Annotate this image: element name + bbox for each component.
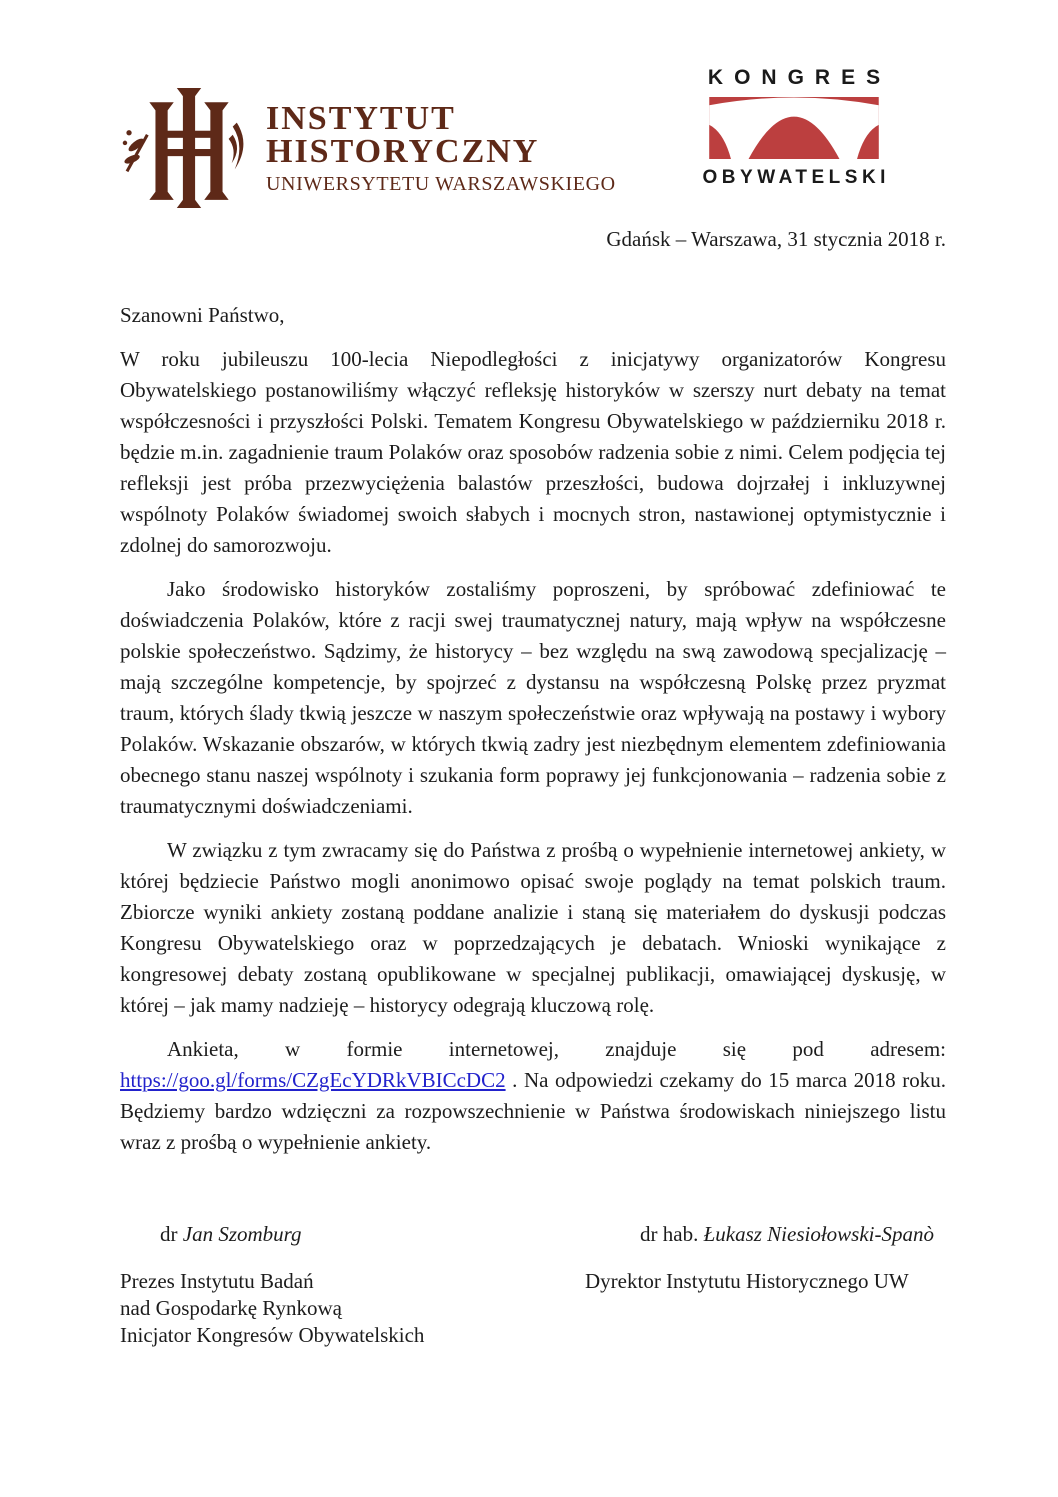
signature-roles-right: [585, 1268, 946, 1349]
signature-name-left: [120, 1222, 625, 1247]
paragraph-survey: W związku z tym zwracamy się do Państwa z prośbą o wypełnienie internetowej ankiety, w której będziecie Państwo mogli anonimowo opisać swoje poglądy na temat polskich traum. Zbiorcze wyniki ankiety zostaną poddane analizie i staną się materiałem do dyskusji podczas Kongresu Obywatelskiego oraz w poprzedzających je debatach. Wnioski wynikające z kongresowej debaty zostaną opublikowane w specjalnej publikacji, omawiającej dyskusję, w której – jak mamy nadzieję – historycy odegrają kluczową rolę.: [120, 838, 946, 1017]
ih-logo-line2: HISTORYCZNY: [266, 133, 540, 170]
dateline: Gdańsk – Warszawa, 31 stycznia 2018 r.: [606, 227, 946, 251]
ih-logo-line1: INSTYTUT: [266, 100, 456, 137]
instytut-historyczny-logo: [122, 86, 616, 210]
signature-left-role-line: Prezes Instytutu Badań: [120, 1269, 314, 1293]
kongres-arch-icon: [709, 97, 879, 159]
paragraph-link: [120, 1034, 946, 1158]
letter-body: [120, 300, 946, 1171]
signature-left-title: dr: [160, 1222, 183, 1246]
signature-right-name: Łukasz Niesiołowski-Spanò: [703, 1222, 935, 1246]
paragraph-historians: Jako środowisko historyków zostaliśmy poproszeni, by spróbować zdefiniować te doświadczenia Polaków, które z racji swej traumatycznej natury, mają wpływ na współczesne polskie społeczeństwo. Sądzimy, że historycy – bez względu na swą zawodową specjalizację – mają szczególne kompetencje, by spojrzeć z dystansu na współczesną Polskę przez pryzmat traum, których ślady tkwią jeszcze w naszym społeczeństwie oraz wpływają na postawy i wybory Polaków. Wskazanie obszarów, w których tkwią zadry jest niezbędnym elementem zdefiniowania obecnego stanu naszej wspólnoty i szukania form poprawy jej funkcjonowania – radzenia sobie z traumatycznymi doświadczeniami.: [120, 577, 946, 818]
signature-roles-left: [120, 1268, 585, 1349]
ih-logo-line3: UNIWERSYTETU WARSZAWSKIEGO: [266, 173, 616, 195]
signature-right-title: dr hab.: [640, 1222, 704, 1246]
signature-left-name: Jan Szomburg: [182, 1222, 302, 1246]
signatures: [120, 1222, 946, 1349]
signature-right-role-line: Dyrektor Instytutu Historycznego UW: [585, 1269, 909, 1293]
kongres-logo-top-text: KONGRES: [707, 66, 892, 89]
paragraph-link-after: . Na odpowiedzi czekamy do 15 marca 2018 roku. Będziemy bardzo wdzięczni za rozpowszechnienie w Państwa środowiskach niniejszego listu wraz z prośbą o wypełnienie ankiety.: [120, 1068, 946, 1154]
signature-left-role-line: nad Gospodarkę Rynkową: [120, 1296, 342, 1320]
signature-left-role-line: Inicjator Kongresów Obywatelskich: [120, 1323, 425, 1347]
signature-names-row: [120, 1222, 946, 1247]
survey-link[interactable]: https://goo.gl/forms/CZgEcYDRkVBICcDC2: [120, 1068, 506, 1092]
kongres-obywatelski-logo: [702, 66, 892, 189]
ih-logo-text: [266, 86, 616, 196]
signature-roles-row: [120, 1268, 946, 1349]
ih-monogram-icon: [122, 86, 256, 210]
kongres-logo-bottom-text: OBYWATELSKI: [702, 167, 890, 188]
signature-name-right: [625, 1222, 946, 1247]
paragraph-intro: W roku jubileuszu 100-lecia Niepodległości z inicjatywy organizatorów Kongresu Obywatelskiego postanowiliśmy włączyć refleksję historyków w szerszy nurt debaty na temat współczesności i przyszłości Polski. Tematem Kongresu Obywatelskiego w październiku 2018 r. będzie m.in. zagadnienie traum Polaków oraz sposobów radzenia sobie z nimi. Celem podjęcia tej refleksji jest próba przezwyciężenia balastów przeszłości, budowa dojrzałej i inkluzywnej wspólnoty Polaków świadomej swoich słabych i mocnych stron, nastawionej optymistycznie i zdolnej do samorozwoju.: [120, 347, 946, 557]
greeting: Szanowni Państwo,: [120, 303, 285, 327]
paragraph-link-before: Ankieta, w formie internetowej, znajduje się pod adresem:: [167, 1037, 946, 1061]
